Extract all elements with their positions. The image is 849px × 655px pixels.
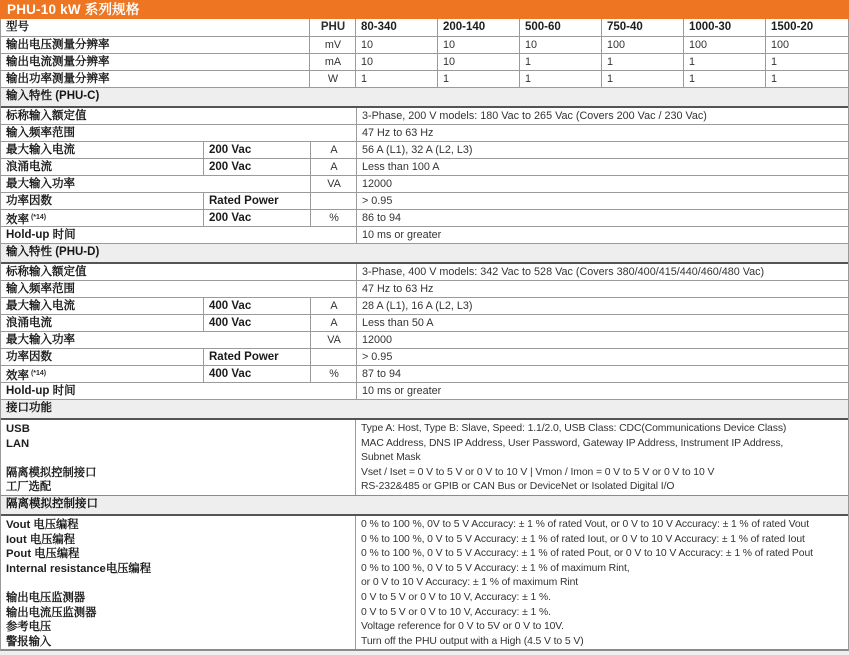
row-unit: % bbox=[311, 210, 357, 226]
section-header: 输入特性 (PHU-C) bbox=[1, 88, 848, 108]
model-name-5: 1500-20 bbox=[771, 21, 814, 33]
row-value: 12000 bbox=[362, 178, 393, 190]
row-condition: 400 Vac bbox=[204, 366, 311, 382]
row-condition: 400 Vac bbox=[204, 315, 311, 331]
model-name-0: 80-340 bbox=[356, 19, 438, 36]
row-value: Voltage reference for 0 V to 5V or 0 V to 10V. bbox=[361, 621, 564, 633]
row-unit: A bbox=[311, 142, 357, 158]
multiline-row bbox=[1, 420, 848, 496]
model-value-5: 1 bbox=[771, 73, 778, 85]
spec-row bbox=[1, 366, 848, 383]
spec-row bbox=[1, 193, 848, 210]
model-value-2: 10 bbox=[520, 37, 602, 53]
model-value-4: 1 bbox=[684, 54, 766, 70]
model-value-5: 1 bbox=[771, 56, 778, 68]
row-unit bbox=[311, 349, 357, 365]
row-label: 功率因数 bbox=[1, 349, 204, 365]
row-value: MAC Address, DNS IP Address, User Password, Gateway IP Address, Instrument IP Address, bbox=[361, 437, 784, 449]
row-condition: Rated Power bbox=[204, 349, 311, 365]
spec-row bbox=[1, 159, 848, 176]
spec-row bbox=[1, 298, 848, 315]
row-value: 3-Phase, 400 V models: 342 Vac to 528 Vac (Covers 380/400/415/440/460/480 Vac) bbox=[362, 266, 765, 278]
row-value: 3-Phase, 200 V models: 180 Vac to 265 Vac (Covers 200 Vac / 230 Vac) bbox=[362, 110, 707, 122]
spec-row bbox=[1, 349, 848, 366]
row-value: 12000 bbox=[362, 334, 393, 346]
row-value: 56 A (L1), 32 A (L2, L3) bbox=[362, 144, 473, 156]
spec-row bbox=[1, 264, 848, 281]
row-label bbox=[6, 576, 351, 591]
multiline-values bbox=[356, 516, 848, 649]
model-value-1: 10 bbox=[438, 54, 520, 70]
row-label: 隔离模拟控制接口 bbox=[6, 466, 97, 479]
footnote-marker: (*14) bbox=[29, 370, 47, 377]
row-value: 47 Hz to 63 Hz bbox=[362, 283, 434, 295]
spec-row bbox=[1, 383, 848, 400]
row-unit: A bbox=[311, 315, 357, 331]
row-label: 功率因数 bbox=[1, 193, 204, 209]
row-value: 0 V to 5 V or 0 V to 10 V, Accuracy: ± 1 %. bbox=[361, 606, 551, 618]
row-label: 最大输入电流 bbox=[1, 142, 204, 158]
measurement-row bbox=[1, 37, 848, 54]
row-label bbox=[6, 451, 351, 466]
row-label: 浪涌电流 bbox=[1, 315, 204, 331]
spec-row bbox=[1, 125, 848, 142]
model-header-row bbox=[1, 19, 848, 37]
row-value: Vset / Iset = 0 V to 5 V or 0 V to 10 V | Vmon / Imon = 0 V to 5 V or 0 V to 10 V bbox=[361, 466, 715, 478]
spec-row bbox=[1, 281, 848, 298]
model-value-1: 1 bbox=[438, 71, 520, 87]
model-name-1: 200-140 bbox=[438, 19, 520, 36]
row-label: 工厂选配 bbox=[6, 481, 52, 494]
multiline-labels bbox=[1, 420, 356, 495]
measurement-row bbox=[1, 54, 848, 71]
row-unit: % bbox=[311, 366, 357, 382]
row-condition: 200 Vac bbox=[204, 210, 311, 226]
row-label: 输出功率测量分辨率 bbox=[1, 71, 310, 87]
row-label: 最大输入电流 bbox=[1, 298, 204, 314]
row-value: Less than 50 A bbox=[362, 317, 434, 329]
row-value: 0 % to 100 %, 0 V to 5 V Accuracy: ± 1 % of maximum Rint, bbox=[361, 562, 630, 574]
row-value: 87 to 94 bbox=[362, 368, 402, 380]
spec-row bbox=[1, 315, 848, 332]
row-unit: mV bbox=[310, 37, 356, 53]
row-value: 86 to 94 bbox=[362, 212, 402, 224]
model-name-3: 750-40 bbox=[602, 19, 684, 36]
row-unit: VA bbox=[311, 332, 357, 348]
model-value-5: 100 bbox=[771, 39, 790, 51]
row-label: 效率 $^{(*14)}$ bbox=[1, 210, 204, 226]
row-label: USB bbox=[6, 423, 30, 435]
row-unit: mA bbox=[310, 54, 356, 70]
model-value-0: 10 bbox=[356, 54, 438, 70]
measurement-row bbox=[1, 71, 848, 88]
row-label: 输出电流测量分辨率 bbox=[1, 54, 310, 70]
row-label: 最大输入功率 bbox=[1, 332, 311, 348]
row-label: Pout 电压编程 bbox=[6, 548, 80, 561]
multiline-row bbox=[1, 516, 848, 650]
row-label: Vout 电压编程 bbox=[6, 518, 79, 531]
row-label: Hold-up 时间 bbox=[1, 383, 357, 399]
model-value-3: 1 bbox=[602, 71, 684, 87]
row-label: Internal resistance电压编程 bbox=[6, 562, 152, 575]
model-value-1: 10 bbox=[438, 37, 520, 53]
row-value: 47 Hz to 63 Hz bbox=[362, 127, 434, 139]
row-label: Iout 电压编程 bbox=[6, 533, 76, 546]
row-value: Less than 100 A bbox=[362, 161, 440, 173]
row-value: 0 % to 100 %, 0 V to 5 V Accuracy: ± 1 % of rated Pout, or 0 V to 10 V Accuracy: ± 1 % of rated Pout bbox=[361, 548, 813, 560]
row-label: 浪涌电流 bbox=[1, 159, 204, 175]
model-value-0: 10 bbox=[356, 37, 438, 53]
row-value: 28 A (L1), 16 A (L2, L3) bbox=[362, 300, 473, 312]
footnote-marker: (*14) bbox=[29, 214, 47, 221]
model-value-0: 1 bbox=[356, 71, 438, 87]
row-value: > 0.95 bbox=[362, 351, 393, 363]
row-label: 最大输入功率 bbox=[1, 176, 311, 192]
row-value: 10 ms or greater bbox=[362, 385, 442, 397]
spec-row bbox=[1, 210, 848, 227]
row-label: 输入频率范围 bbox=[1, 125, 357, 141]
row-label: 效率 $^{(*14)}$ bbox=[1, 366, 204, 382]
model-value-3: 100 bbox=[602, 37, 684, 53]
spec-row bbox=[1, 227, 848, 244]
section-header: 输入特性 (PHU-D) bbox=[1, 244, 848, 264]
row-unit: W bbox=[310, 71, 356, 87]
section-header: 隔离模拟控制接口 bbox=[1, 496, 848, 516]
row-unit bbox=[311, 193, 357, 209]
row-value: or 0 V to 10 V Accuracy: ± 1 % of maximum Rint bbox=[361, 577, 579, 589]
model-value-2: 1 bbox=[520, 71, 602, 87]
row-value: 10 ms or greater bbox=[362, 229, 442, 241]
model-value-2: 1 bbox=[520, 54, 602, 70]
row-label: 输出电流压监测器 bbox=[6, 606, 97, 619]
row-value: Type A: Host, Type B: Slave, Speed: 1.1/2.0, USB Class: CDC(Communications Device Class) bbox=[361, 423, 787, 434]
row-condition: 400 Vac bbox=[204, 298, 311, 314]
row-condition: Rated Power bbox=[204, 193, 311, 209]
row-label: 参考电压 bbox=[6, 621, 52, 634]
spec-row bbox=[1, 108, 848, 125]
page-title: PHU-10 kW 系列规格 bbox=[7, 2, 140, 17]
row-condition: 200 Vac bbox=[204, 159, 311, 175]
section-header: 接口功能 bbox=[1, 400, 848, 420]
row-label: LAN bbox=[6, 437, 30, 450]
multiline-values bbox=[356, 420, 848, 495]
row-value: > 0.95 bbox=[362, 195, 393, 207]
row-label: 输出电压测量分辨率 bbox=[1, 37, 310, 53]
spec-row bbox=[1, 142, 848, 159]
row-value: Turn off the PHU output with a High (4.5 V to 5 V) bbox=[361, 635, 584, 647]
multiline-labels bbox=[1, 516, 356, 649]
row-label: 警报输入 bbox=[6, 635, 52, 648]
model-name-4: 1000-30 bbox=[684, 19, 766, 36]
row-condition: 200 Vac bbox=[204, 142, 311, 158]
row-unit: A bbox=[311, 298, 357, 314]
row-label: Hold-up 时间 bbox=[1, 227, 357, 243]
row-label: 输入频率范围 bbox=[1, 281, 357, 297]
row-value: 0 % to 100 %, 0 V to 5 V Accuracy: ± 1 % of rated Iout, or 0 V to 10 V Accuracy: ± 1 % of rated Iout bbox=[361, 533, 805, 545]
row-label: 标称输入额定值 bbox=[1, 108, 357, 124]
row-unit: VA bbox=[311, 176, 357, 192]
model-value-4: 1 bbox=[684, 71, 766, 87]
row-value: Subnet Mask bbox=[361, 452, 421, 464]
model-value-3: 1 bbox=[602, 54, 684, 70]
model-value-4: 100 bbox=[684, 37, 766, 53]
model-name-2: 500-60 bbox=[520, 19, 602, 36]
row-label: 标称输入额定值 bbox=[1, 264, 357, 280]
unit-header: PHU bbox=[310, 19, 356, 36]
spec-row bbox=[1, 176, 848, 193]
row-unit: A bbox=[311, 159, 357, 175]
spec-row bbox=[1, 332, 848, 349]
row-label: 输出电压监测器 bbox=[6, 591, 86, 604]
row-value: 0 % to 100 %, 0V to 5 V Accuracy: ± 1 % of rated Vout, or 0 V to 10 V Accuracy: ± 1 % of rated Vout bbox=[361, 518, 809, 530]
row-value: 0 V to 5 V or 0 V to 10 V, Accuracy: ± 1 %. bbox=[361, 591, 551, 603]
model-header-label: 型号 bbox=[1, 19, 310, 36]
row-value: RS-232&485 or GPIB or CAN Bus or DeviceNet or Isolated Digital I/O bbox=[361, 481, 675, 493]
series-title-banner bbox=[0, 0, 849, 19]
spec-table bbox=[0, 19, 849, 651]
